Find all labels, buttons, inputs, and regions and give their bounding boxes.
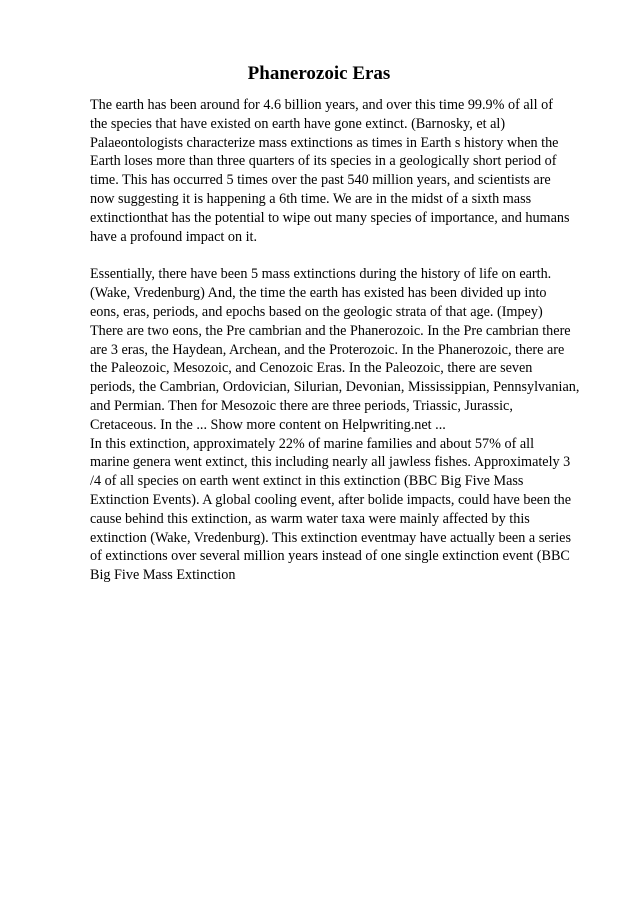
document-body (90, 96, 602, 585)
paragraph-intro: The earth has been around for 4.6 billion years, and over this time 99.9% of all of the species that have existed on earth have gone extinct. (Barnosky, et al) Palaeontologists characterize mass extinctions as times in Earth s history when the Earth loses more than three quarters of its species in a geologically short period of time. This has occurred 5 times over the past 540 million years, and scientists are now suggesting it is happening a 6th time. We are in the midst of a sixth mass extinctionthat has the potential to wipe out many species of importance, and humans have a profound impact on it. (90, 97, 570, 245)
paragraph-extinction: In this extinction, approximately 22% of marine families and about 57% of all marine genera went extinct, this including nearly all jawless fishes. Approximately 3 /4 of all species on earth went extinct in this extinction (BBC Big Five Mass Extinction Events). A global cooling event, after bolide impacts, could have been the cause behind this extinction, as warm water taxa were mainly affected by this extinction (Wake, Vredenburg). This extinction eventmay have actually been a series of extinctions over several million years instead of one single extinction event (BBC Big Five Mass Extinction (90, 435, 572, 584)
document-title: Phanerozoic Eras (247, 63, 391, 84)
paragraph-eras: Essentially, there have been 5 mass extinctions during the history of life on earth. (Wake, Vredenburg) And, the time the earth has existed has been divided up into eons, eras, periods, and epochs based on the geologic strata of that age. (Impey) There are two eons, the Pre cambrian and the Phanerozoic. In the Pre cambrian there are 3 eras, the Haydean, Archean, and the Proterozoic. In the Phanerozoic, there are the Paleozoic, Mesozoic, and Cenozoic Eras. In the Paleozoic, there are seven periods, the Cambrian, Ordovician, Silurian, Devonian, Mississippian, Pennsylvanian, and Permian. Then for Mesozoic there are three periods, Triassic, Jurassic, Cretaceous. In the ... Show more content on Helpwriting.net ... (90, 266, 580, 433)
